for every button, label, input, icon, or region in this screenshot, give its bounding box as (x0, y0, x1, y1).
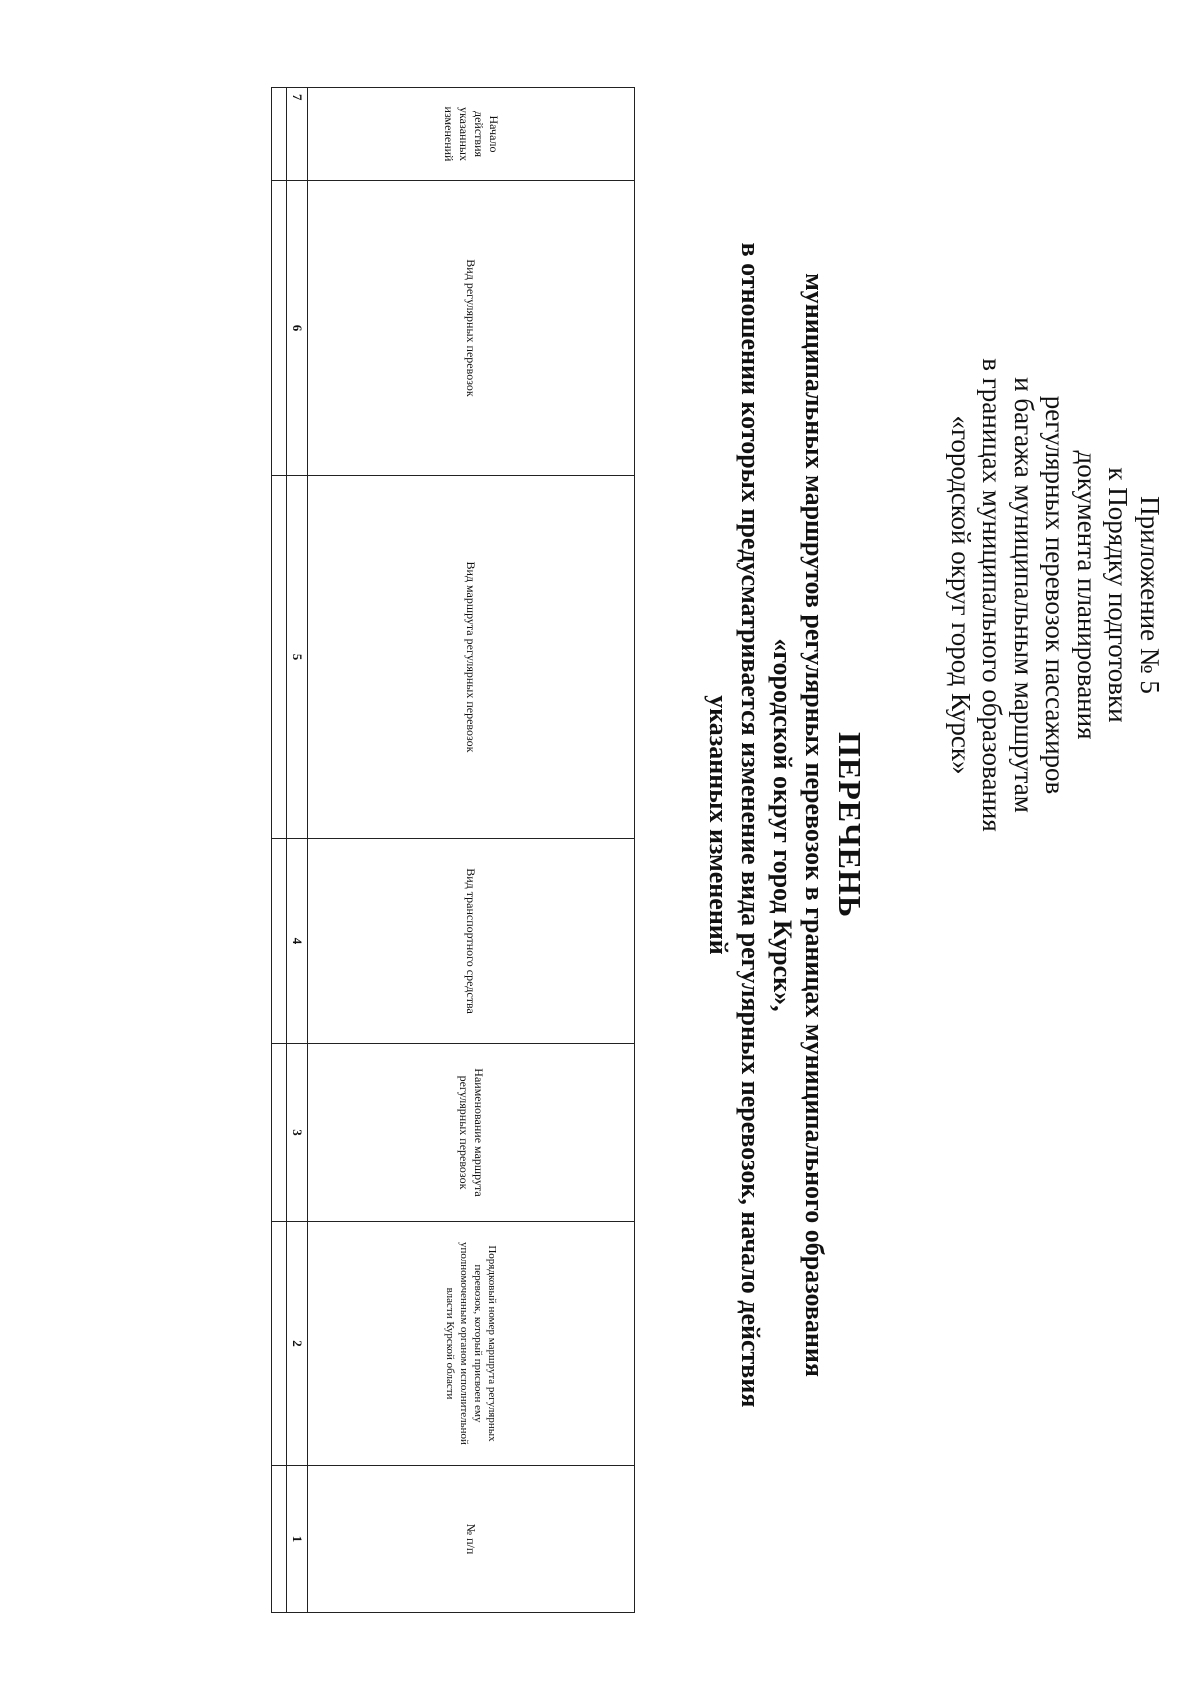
appendix-line: регулярных перевозок пассажиров (1040, 395, 1071, 795)
appendix-line: документа планирования (1072, 450, 1102, 740)
header-cell: Порядковый номер маршрута регулярных перевозок, который присвоен ему уполномоченным органом исполнительной власти Курской области (308, 1222, 635, 1466)
table-empty-row (272, 88, 287, 1613)
number-cell: 2 (287, 1222, 308, 1466)
appendix-line: «городской округ город Курск» (946, 415, 976, 775)
heading-line: указанных изменений (704, 695, 733, 955)
table-header-row (308, 88, 635, 1613)
number-cell: 4 (287, 839, 308, 1044)
heading-title: ПЕРЕЧЕНЬ (832, 732, 868, 918)
number-cell: 3 (287, 1044, 308, 1222)
empty-cell (272, 476, 287, 839)
landscape-content (15, 15, 1195, 1675)
appendix-line: к Порядку подготовки (1103, 467, 1134, 723)
document-heading (702, 125, 870, 1525)
appendix-line: и багажа муниципальным маршрутам (1009, 377, 1039, 813)
header-cell: № п/п (308, 1466, 635, 1613)
empty-cell (272, 1222, 287, 1466)
header-cell: Наименование маршрута регулярных перевозок (308, 1044, 635, 1222)
header-cell: Вид регулярных перевозок (308, 181, 635, 476)
number-cell: 6 (287, 181, 308, 476)
number-cell: 7 (287, 88, 308, 181)
number-cell: 5 (287, 476, 308, 839)
empty-cell (272, 1466, 287, 1613)
header-cell: Вид маршрута регулярных перевозок (308, 476, 635, 839)
empty-cell (272, 88, 287, 181)
appendix-note (945, 235, 1166, 955)
empty-cell (272, 839, 287, 1044)
heading-line: муниципальных маршрутов регулярных перевозок в границах муниципального образования (800, 273, 829, 1377)
appendix-line: в границах муниципального образования (977, 358, 1008, 832)
heading-line: «городской округ город Курск», (768, 638, 797, 1012)
table-number-row (287, 88, 308, 1613)
heading-line: в отношении которых предусматривается изменение вида регулярных перевозок, начало действия (736, 242, 765, 1408)
empty-cell (272, 1044, 287, 1222)
number-cell: 1 (287, 1466, 308, 1613)
empty-cell (272, 181, 287, 476)
header-cell: Вид транспортного средства (308, 839, 635, 1044)
header-cell: Начало действия указанных изменений (308, 88, 635, 181)
routes-table (271, 87, 635, 1613)
appendix-line: Приложение № 5 (1135, 496, 1165, 694)
